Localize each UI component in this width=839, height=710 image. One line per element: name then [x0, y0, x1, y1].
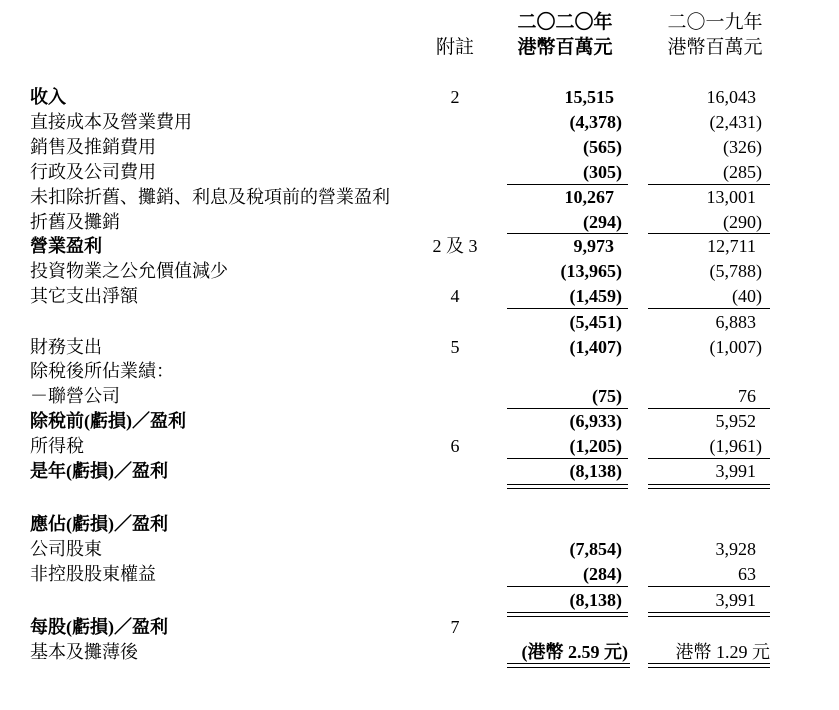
value-2020: (8,138) — [569, 461, 622, 481]
double-rule-line — [648, 667, 770, 668]
header-year-current: 二〇二〇年 — [517, 12, 613, 33]
row-label: 所得稅 — [30, 436, 84, 456]
row-label: 未扣除折舊、攤銷、利息及稅項前的營業盈利 — [30, 187, 390, 207]
value-2020: (7,854) — [569, 539, 622, 559]
statement-row — [0, 160, 839, 185]
row-label: 直接成本及營業費用 — [30, 112, 192, 132]
row-label: －聯營公司 — [30, 386, 120, 406]
rule-line — [648, 586, 770, 587]
header-note: 附註 — [435, 37, 474, 58]
double-rule-line — [507, 612, 628, 613]
value-2019: (1,961) — [709, 436, 762, 456]
statement-row-revenue — [0, 85, 839, 110]
double-rule-line — [648, 488, 770, 489]
note-ref: 6 — [450, 436, 460, 456]
double-rule-line — [507, 667, 630, 668]
statement-row-eps — [0, 640, 839, 665]
value-2020: (4,378) — [569, 112, 622, 132]
value-2020: 15,515 — [564, 87, 614, 107]
value-2020: (284) — [583, 564, 622, 584]
statement-row-profit-for-year — [0, 459, 839, 484]
value-2019: (1,007) — [709, 337, 762, 357]
rule-line — [648, 308, 770, 309]
double-rule-line — [507, 484, 628, 485]
value-2020: (305) — [583, 162, 622, 182]
value-2020: (6,933) — [569, 411, 622, 431]
row-label: 投資物業之公允價值減少 — [30, 261, 228, 281]
value-2020: (8,138) — [569, 590, 622, 610]
statement-row — [0, 110, 839, 135]
statement-row-heading — [0, 359, 839, 384]
double-rule-line — [507, 488, 628, 489]
value-2019: 63 — [738, 564, 756, 584]
note-ref: 7 — [450, 617, 460, 637]
statement-row-heading — [0, 512, 839, 537]
row-label: 其它支出淨額 — [30, 286, 138, 306]
statement-row — [0, 284, 839, 309]
double-rule-line — [648, 484, 770, 485]
note-ref: 2 — [450, 87, 460, 107]
row-label: 是年(虧損)／盈利 — [30, 461, 168, 481]
value-2020: (1,407) — [569, 337, 622, 357]
value-2019: (40) — [732, 286, 762, 306]
row-label: 收入 — [30, 87, 66, 107]
row-label: 折舊及攤銷 — [30, 212, 120, 232]
value-2020: 9,973 — [573, 236, 614, 256]
value-2019: 6,883 — [715, 312, 756, 332]
statement-row-subtotal — [0, 310, 839, 335]
statement-row-eps-heading — [0, 615, 839, 640]
note-ref: 2 及 3 — [432, 236, 478, 256]
row-label: 除稅前(虧損)／盈利 — [30, 411, 186, 431]
double-rule-line — [648, 612, 770, 613]
value-2019: 港幣 1.29 元 — [675, 642, 770, 662]
value-2019: 5,952 — [715, 411, 756, 431]
header-unit-current: 港幣百萬元 — [517, 37, 613, 58]
row-label: 每股(虧損)／盈利 — [30, 617, 168, 637]
value-2019: (5,788) — [709, 261, 762, 281]
statement-row — [0, 434, 839, 459]
value-2020: (1,205) — [569, 436, 622, 456]
row-label: 應佔(虧損)／盈利 — [30, 514, 168, 534]
statement-row — [0, 259, 839, 284]
value-2019: 3,991 — [715, 461, 756, 481]
value-2019: 3,991 — [715, 590, 756, 610]
statement-row — [0, 537, 839, 562]
row-label: 營業盈利 — [30, 236, 102, 256]
rule-line — [507, 586, 628, 587]
value-2019: 16,043 — [706, 87, 756, 107]
header-unit-prior: 港幣百萬元 — [667, 37, 763, 58]
value-2020: (75) — [592, 386, 622, 406]
statement-row-operating-profit — [0, 234, 839, 259]
value-2019: (285) — [723, 162, 762, 182]
value-2020: (13,965) — [560, 261, 622, 281]
value-2019: 13,001 — [706, 187, 756, 207]
statement-row-subtotal — [0, 588, 839, 613]
row-label: 基本及攤薄後 — [30, 642, 138, 662]
value-2020: (294) — [583, 212, 622, 232]
statement-row — [0, 562, 839, 587]
row-label: 除稅後所佔業績： — [30, 361, 174, 381]
value-2020: 10,267 — [564, 187, 614, 207]
value-2020: (1,459) — [569, 286, 622, 306]
value-2019: (290) — [723, 212, 762, 232]
row-label: 非控股股東權益 — [30, 564, 156, 584]
value-2019: 12,711 — [707, 236, 756, 256]
statement-row-profit-before-tax — [0, 409, 839, 434]
row-label: 行政及公司費用 — [30, 162, 156, 182]
row-label: 銷售及推銷費用 — [30, 137, 156, 157]
value-2020: (港幣 2.59 元) — [521, 642, 628, 662]
value-2019: 76 — [738, 386, 756, 406]
statement-row — [0, 210, 839, 235]
value-2019: 3,928 — [715, 539, 756, 559]
statement-row — [0, 384, 839, 409]
double-rule-line — [507, 663, 630, 664]
statement-row — [0, 185, 839, 210]
value-2019: (326) — [723, 137, 762, 157]
row-label: 財務支出 — [30, 337, 102, 357]
header-year-prior: 二〇一九年 — [667, 12, 763, 33]
statement-row — [0, 335, 839, 360]
double-rule-line — [648, 663, 770, 664]
value-2019: (2,431) — [709, 112, 762, 132]
note-ref: 5 — [450, 337, 460, 357]
row-label: 公司股東 — [30, 539, 102, 559]
statement-row — [0, 135, 839, 160]
note-ref: 4 — [450, 286, 460, 306]
value-2020: (5,451) — [569, 312, 622, 332]
value-2020: (565) — [583, 137, 622, 157]
rule-line — [507, 308, 628, 309]
